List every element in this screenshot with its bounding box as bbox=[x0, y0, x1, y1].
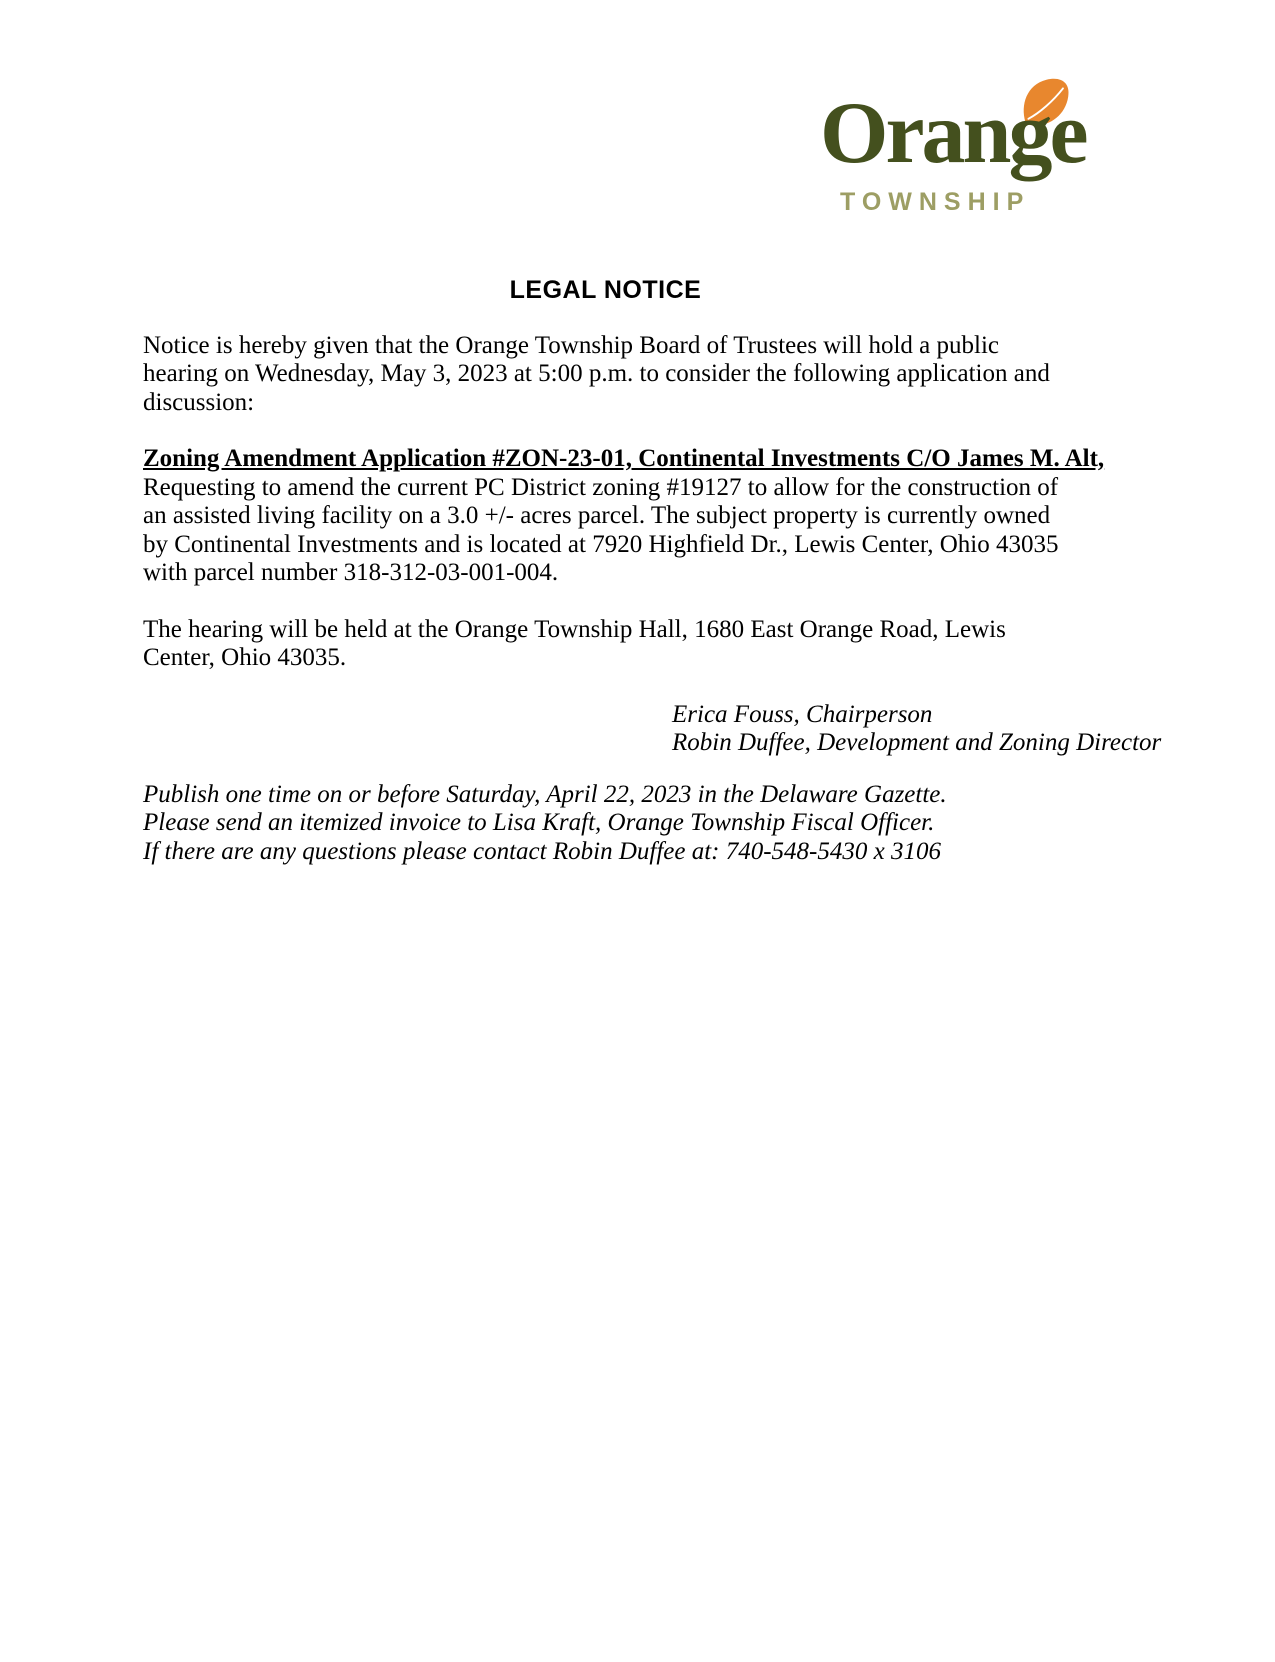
signature-block bbox=[672, 700, 1162, 758]
intro-paragraph: Notice is hereby given that the Orange Township Board of Trustees will hold a public hearing on Wednesday, May 3, 2023 at 5:00 p.m. to consider the following application and discussion: bbox=[143, 331, 1050, 416]
publish-line-contact: If there are any questions please contact Robin Duffee at: 740-548-5430 x 3106 bbox=[143, 837, 941, 865]
hearing-location-paragraph: The hearing will be held at the Orange Township Hall, 1680 East Orange Road, Lewis Center, Ohio 43035. bbox=[143, 615, 1006, 671]
signature-line-chairperson: Erica Fouss, Chairperson bbox=[672, 700, 933, 728]
application-heading: Zoning Amendment Application #ZON-23-01, Continental Investments C/O James M. Alt, bbox=[143, 445, 1105, 472]
application-body-text: Requesting to amend the current PC District zoning #19127 to allow for the construction of an assisted living facility on a 3.0 +/- acres parcel. The subject property is currently owned by Continental Investments and is located at 7920 Highfield Dr., Lewis Center, Ohio 43035 with parcel number 318-312-03-001-004. bbox=[143, 473, 1059, 586]
page-title: LEGAL NOTICE bbox=[509, 276, 702, 304]
logo-wordmark: Orange bbox=[820, 85, 1086, 182]
signature-line-zoning-director: Robin Duffee, Development and Zoning Director bbox=[672, 729, 1162, 756]
publish-line-invoice: Please send an itemized invoice to Lisa Kraft, Orange Township Fiscal Officer. bbox=[143, 809, 935, 836]
logo-subtitle: TOWNSHIP bbox=[840, 188, 1031, 216]
orange-township-logo bbox=[820, 70, 1086, 230]
notice-body bbox=[143, 276, 1162, 866]
publish-line-date: Publish one time on or before Saturday, April 22, 2023 in the Delaware Gazette. bbox=[143, 780, 947, 808]
publish-instructions bbox=[143, 781, 1068, 867]
application-paragraph bbox=[143, 445, 1105, 588]
